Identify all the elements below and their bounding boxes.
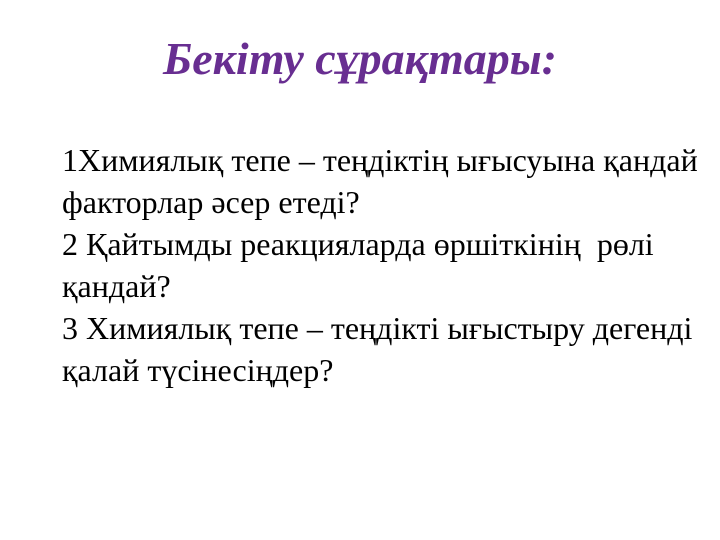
slide-body-text	[62, 139, 710, 391]
body-text-line: 1Химиялық тепе – теңдіктің ығысуына қандай	[62, 142, 698, 178]
body-text-line: 3 Химиялық тепе – теңдікті ығыстыру дегенді	[62, 310, 693, 346]
body-text-line: 2 Қайтымды реакцияларда өршіткінің рөлі	[62, 226, 654, 262]
slide-title: Бекіту сұрақтары:	[162, 33, 558, 84]
body-text-line: факторлар әсер етеді?	[62, 184, 360, 220]
body-text-line: қандай?	[62, 268, 171, 304]
body-text-line: қалай түсінесіңдер?	[62, 352, 334, 388]
